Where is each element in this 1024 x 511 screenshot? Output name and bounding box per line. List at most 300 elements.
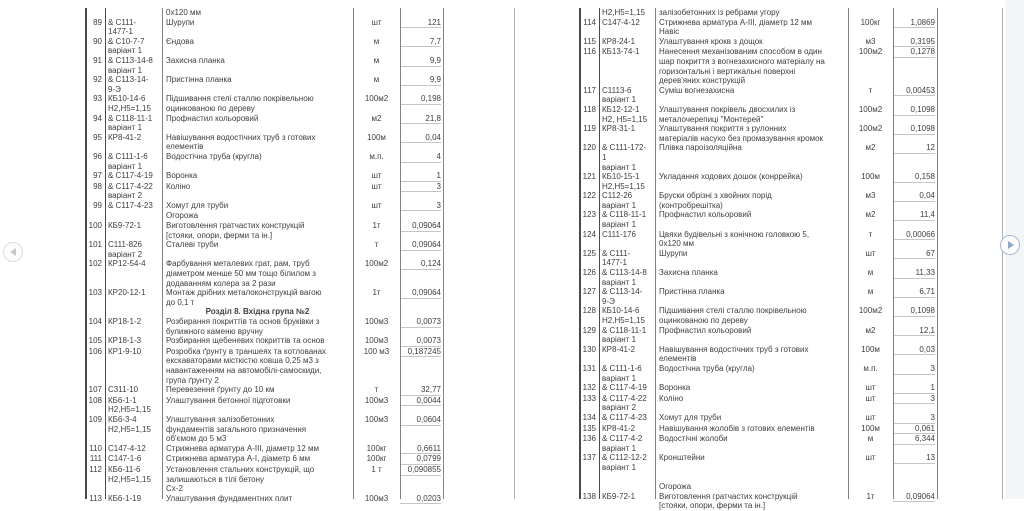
table-cell: м2 bbox=[865, 143, 876, 153]
table-row bbox=[579, 383, 1003, 394]
table-cell: 1 bbox=[400, 171, 443, 182]
table-row bbox=[579, 364, 1003, 383]
table-cell: 136 bbox=[582, 434, 596, 444]
table-row bbox=[579, 47, 1003, 85]
table-row bbox=[579, 210, 1003, 229]
table-cell: 0,0799 bbox=[400, 454, 443, 465]
table-cell bbox=[443, 133, 515, 152]
table-row bbox=[579, 434, 1003, 453]
table-cell bbox=[443, 211, 515, 221]
table-cell: т bbox=[374, 240, 379, 250]
table-cell: & С117-4-22 варіант 2 bbox=[602, 393, 647, 413]
table-cell bbox=[937, 8, 1003, 18]
table-row bbox=[579, 18, 1003, 37]
table-cell: 121 bbox=[400, 18, 443, 37]
table-cell bbox=[443, 94, 515, 113]
table-cell: КБ6-1-1 H2,H5=1,15 bbox=[108, 395, 151, 415]
table-cell: & С113-14-8 варіант 1 bbox=[108, 55, 153, 75]
table-cell: м bbox=[373, 55, 380, 65]
table-cell: 0,198 bbox=[400, 94, 443, 113]
table-cell: 100м3 bbox=[364, 317, 389, 326]
table-cell: Підшивання стелі сталлю покрівельною оцинкованою по дереву bbox=[659, 306, 807, 325]
table-cell: Воронка bbox=[166, 171, 198, 181]
table-cell: 1 т bbox=[371, 464, 382, 474]
table-cell: & С117-4-23 bbox=[108, 200, 153, 210]
table-row bbox=[85, 288, 515, 307]
table-cell: Профнастил кольоровий bbox=[166, 113, 259, 123]
table-row bbox=[579, 306, 1003, 325]
table-cell: 120 bbox=[582, 143, 596, 153]
table-cell bbox=[937, 86, 1003, 105]
table-cell bbox=[937, 383, 1003, 394]
table-cell: 135 bbox=[582, 423, 596, 433]
table-cell: Плівка пароізоляційна bbox=[659, 143, 742, 153]
table-cell: 0,09064 bbox=[400, 240, 443, 259]
table-cell: & С117-4-23 bbox=[602, 412, 647, 422]
table-row bbox=[579, 453, 1003, 472]
chevron-left-icon bbox=[10, 248, 16, 256]
table-cell: 92 bbox=[93, 75, 102, 85]
table-row bbox=[85, 221, 515, 240]
table-row bbox=[85, 307, 515, 317]
table-cell: 3 bbox=[893, 394, 937, 413]
table-cell bbox=[937, 364, 1003, 383]
table-cell: КБ6-11-6 H2,H5=1,15 bbox=[108, 464, 151, 484]
table-cell: КБ9-72-1 bbox=[108, 221, 142, 231]
table-cell: 132 bbox=[582, 383, 596, 393]
table-cell: 1,0869 bbox=[893, 18, 937, 37]
table-cell: & С117-4-19 bbox=[108, 171, 153, 181]
prev-page-button[interactable] bbox=[3, 242, 23, 262]
table-row bbox=[85, 336, 515, 347]
table-cell: Виготовлення гратчастих конструкцій [стояки, опори, ферми та ін.] bbox=[659, 491, 798, 511]
table-cell: Сталеві труби bbox=[166, 240, 219, 250]
table-cell: КР8-24-1 bbox=[602, 36, 636, 46]
table-cell: Розділ 8. Вхідна група №2 bbox=[205, 307, 310, 317]
table-cell: Фарбування металевих грат, рам, труб діаметром менше 50 мм тощо білилом з додаванням колера за 2 рази bbox=[166, 259, 316, 288]
table-cell bbox=[937, 287, 1003, 306]
table-cell: м.п. bbox=[369, 151, 384, 161]
table-cell: 12,1 bbox=[893, 326, 937, 345]
table-cell: Монтаж дрібних металоконструкцій вагою до 0,1 т bbox=[166, 288, 322, 307]
table-cell: 0,061 bbox=[893, 424, 937, 435]
table-cell bbox=[443, 8, 515, 18]
estimate-right-rows bbox=[579, 8, 1003, 511]
table-cell: Улаштування покрівель двосхилих із металочерепиці "Монтерей" bbox=[659, 104, 796, 124]
table-cell bbox=[937, 434, 1003, 453]
table-cell: м bbox=[867, 287, 874, 297]
table-cell: шт bbox=[865, 248, 876, 258]
table-cell: шт bbox=[865, 453, 876, 463]
table-cell: 137 bbox=[582, 453, 596, 463]
table-cell bbox=[353, 211, 400, 221]
table-cell: Шурупи bbox=[659, 248, 688, 258]
table-cell: H2,H5=1,15 bbox=[602, 8, 645, 17]
table-cell: м2 bbox=[865, 325, 876, 335]
table-cell: т bbox=[868, 85, 873, 95]
table-cell: Пристінна планка bbox=[166, 75, 232, 85]
table-cell: 110 bbox=[89, 443, 102, 453]
table-cell: & С111-172- 1 варіант 1 bbox=[602, 143, 647, 172]
table-row bbox=[85, 133, 515, 152]
table-cell: 100м2 bbox=[858, 47, 883, 57]
table-cell: 11,4 bbox=[893, 210, 937, 229]
table-cell: С1113-6 варіант 1 bbox=[602, 85, 637, 105]
table-cell: Захисна планка bbox=[659, 268, 718, 278]
table-cell bbox=[443, 307, 515, 317]
table-cell bbox=[937, 453, 1003, 472]
table-cell: Улаштування фундаментних плит bbox=[166, 493, 293, 503]
table-cell: 101 bbox=[88, 240, 102, 250]
table-cell: С147-1-6 bbox=[108, 454, 142, 464]
table-cell: & С118-11-1 варіант 1 bbox=[108, 113, 153, 133]
estimate-left-rows bbox=[85, 8, 515, 504]
table-cell bbox=[937, 18, 1003, 37]
table-cell bbox=[105, 8, 162, 18]
table-cell: 100м bbox=[861, 423, 880, 433]
table-cell: 119 bbox=[583, 124, 596, 134]
table-cell: 100м3 bbox=[364, 493, 389, 503]
table-cell: 100м bbox=[861, 172, 880, 182]
table-cell: КБ6-1-19 bbox=[108, 493, 142, 503]
table-cell: КР8-41-2 bbox=[602, 344, 636, 354]
table-cell: Коліно bbox=[166, 181, 191, 191]
table-cell bbox=[937, 473, 1003, 483]
table-cell: & С117-4-22 варіант 2 bbox=[108, 181, 153, 201]
table-cell bbox=[85, 211, 105, 221]
table-cell: 99 bbox=[93, 200, 102, 210]
table-cell: 103 bbox=[88, 288, 102, 298]
table-cell: м bbox=[373, 75, 380, 85]
table-cell: 3 bbox=[893, 364, 937, 383]
table-cell: Пристінна планка bbox=[659, 287, 725, 297]
table-cell: КБ9-72-1 bbox=[602, 491, 636, 501]
table-cell bbox=[655, 473, 848, 483]
table-cell: С111-176 bbox=[602, 229, 636, 239]
table-cell bbox=[937, 306, 1003, 325]
table-cell: Стрижнева арматура А-III, діаметр 12 мм Навіс bbox=[659, 17, 813, 37]
table-cell: & С113-14- 9-Э bbox=[602, 287, 643, 306]
table-row bbox=[85, 259, 515, 288]
table-cell: 0,1098 bbox=[893, 105, 937, 124]
table-cell: 32,77 bbox=[400, 385, 443, 396]
table-row bbox=[579, 413, 1003, 424]
table-row bbox=[85, 240, 515, 259]
table-cell: 133 bbox=[582, 393, 596, 403]
table-cell: 97 bbox=[93, 171, 102, 181]
table-row bbox=[85, 152, 515, 171]
table-cell: м2 bbox=[371, 113, 382, 123]
table-cell bbox=[443, 259, 515, 288]
table-cell: 118 bbox=[583, 104, 596, 114]
table-row bbox=[85, 18, 515, 37]
table-cell: 89 bbox=[93, 17, 102, 27]
table-cell: 100м2 bbox=[364, 94, 389, 104]
table-cell: 111 bbox=[89, 454, 102, 464]
table-row bbox=[579, 143, 1003, 172]
table-cell: 9,9 bbox=[400, 56, 443, 75]
table-cell: 11,33 bbox=[893, 268, 937, 287]
table-cell: Улаштування крокв з дощок bbox=[659, 36, 763, 46]
table-grid-line bbox=[893, 8, 894, 499]
table-cell: КР18-1-2 bbox=[108, 317, 142, 326]
table-cell: Кронштейни bbox=[659, 453, 705, 463]
table-cell: Перевезення ґрунту до 10 км bbox=[166, 385, 275, 395]
table-cell: м bbox=[373, 36, 380, 46]
table-cell bbox=[937, 249, 1003, 268]
table-cell: 90 bbox=[93, 36, 102, 46]
table-row bbox=[85, 444, 515, 455]
table-cell: 121 bbox=[582, 172, 596, 182]
table-cell: 0,03 bbox=[893, 345, 937, 364]
table-cell: & С111-1-6 варіант 1 bbox=[602, 363, 642, 383]
next-page-button[interactable] bbox=[1000, 235, 1020, 255]
table-cell: 117 bbox=[583, 85, 596, 95]
table-cell: 126 bbox=[582, 268, 596, 278]
table-cell bbox=[599, 473, 655, 483]
table-cell bbox=[937, 326, 1003, 345]
table-cell bbox=[443, 415, 515, 444]
table-cell: 0,0073 bbox=[400, 317, 443, 336]
table-cell bbox=[937, 482, 1003, 492]
table-cell bbox=[937, 230, 1003, 249]
table-cell: 12 bbox=[893, 143, 937, 172]
table-grid-line bbox=[400, 8, 401, 499]
table-cell: 108 bbox=[88, 395, 102, 405]
table-cell: КР8-41-2 bbox=[602, 423, 636, 433]
table-row bbox=[85, 114, 515, 133]
table-cell: КБ13-74-1 bbox=[602, 47, 640, 57]
table-cell: & С113-14-8 варіант 1 bbox=[602, 268, 647, 287]
table-cell bbox=[443, 240, 515, 259]
table-cell: 21,8 bbox=[400, 114, 443, 133]
table-cell: & С111-1-6 варіант 1 bbox=[108, 151, 148, 171]
table-row bbox=[579, 492, 1003, 511]
table-cell bbox=[443, 114, 515, 133]
table-row bbox=[579, 172, 1003, 191]
table-cell bbox=[937, 345, 1003, 364]
table-cell bbox=[937, 105, 1003, 124]
table-cell: 127 bbox=[582, 287, 596, 297]
table-cell: 9,9 bbox=[400, 75, 443, 94]
table-cell: 0,124 bbox=[400, 259, 443, 288]
table-row bbox=[579, 394, 1003, 413]
table-row bbox=[579, 37, 1003, 48]
table-cell: КР8-41-2 bbox=[108, 132, 142, 142]
table-grid-line bbox=[353, 8, 354, 499]
table-cell: Воронка bbox=[659, 383, 691, 393]
table-cell bbox=[443, 182, 515, 201]
table-cell: 0,1098 bbox=[893, 306, 937, 325]
table-grid-line bbox=[937, 8, 938, 499]
table-cell: 100кг bbox=[860, 17, 881, 27]
table-cell: Нанесення механізованим способом в один шар покриття з вогнезахисного матеріалу на горизонтальні і вертикальні поверхні дерев'яних конструкцій bbox=[659, 47, 825, 86]
table-row bbox=[85, 182, 515, 201]
table-cell bbox=[599, 482, 655, 492]
table-cell: 0,09064 bbox=[400, 221, 443, 240]
table-row bbox=[579, 287, 1003, 306]
table-cell: Навішування жолобів з готових елементів bbox=[659, 423, 815, 433]
table-cell: 100м2 bbox=[858, 124, 883, 134]
table-cell: Цвяхи будівельні з конічною головкою 5, 0x120 мм bbox=[659, 229, 810, 249]
table-cell: 94 bbox=[93, 113, 102, 123]
table-cell: Стрижнева арматура А-III, діаметр 12 мм bbox=[166, 443, 320, 453]
table-cell: 95 bbox=[93, 132, 102, 142]
table-row bbox=[579, 86, 1003, 105]
table-cell: 114 bbox=[583, 17, 596, 27]
table-cell bbox=[893, 473, 937, 483]
table-cell bbox=[105, 211, 162, 221]
table-cell: 100м2 bbox=[364, 259, 389, 269]
table-row bbox=[579, 482, 1003, 492]
table-grid-line bbox=[579, 8, 581, 499]
table-cell: 7,7 bbox=[400, 37, 443, 56]
table-cell: Огорожа bbox=[659, 482, 692, 492]
table-cell: & С111- 1477-1 bbox=[602, 248, 631, 268]
table-cell: 125 bbox=[582, 248, 596, 258]
table-cell: & С111- 1477-1 bbox=[108, 17, 137, 37]
table-cell bbox=[937, 413, 1003, 424]
table-cell: Захисна планка bbox=[166, 55, 225, 65]
table-cell: 113 bbox=[89, 493, 102, 503]
table-row bbox=[579, 268, 1003, 287]
table-cell: м3 bbox=[865, 191, 876, 201]
table-row bbox=[579, 191, 1003, 210]
table-cell bbox=[443, 56, 515, 75]
table-cell: 4 bbox=[400, 152, 443, 171]
table-cell: Хомут для труби bbox=[659, 412, 722, 422]
table-cell: КР8-31-1 bbox=[602, 124, 636, 134]
table-cell bbox=[353, 307, 400, 317]
table-cell: С111-826 варіант 2 bbox=[108, 240, 143, 259]
table-cell: 13 bbox=[893, 453, 937, 472]
table-row bbox=[85, 465, 515, 494]
table-cell: & С10-7-7 варіант 1 bbox=[108, 36, 145, 56]
table-cell: 0,0044 bbox=[400, 396, 443, 415]
table-row bbox=[85, 317, 515, 336]
table-cell: С147-4-12 bbox=[602, 17, 640, 27]
table-cell: Улаштування залізобетонних фундаментів загального призначення об'ємом до 5 м3 bbox=[166, 414, 307, 444]
table-cell: Установлення стальних конструкцій, що залишаються в тілі бетону Сх-2 bbox=[166, 464, 315, 494]
table-cell: 91 bbox=[93, 55, 102, 65]
table-cell bbox=[443, 221, 515, 240]
table-cell bbox=[443, 171, 515, 182]
table-grid-line bbox=[599, 8, 600, 499]
table-cell: 1т bbox=[866, 491, 875, 501]
table-cell: Розробка ґрунту в траншеях та котлованах екскаваторами місткістю ковша 0,25 м3 з навантаженням на автомобілі-самоскиди, група ґрунту 2 bbox=[166, 346, 327, 385]
table-cell: 130 bbox=[582, 344, 596, 354]
table-row bbox=[85, 56, 515, 75]
table-cell: 115 bbox=[583, 36, 596, 46]
table-cell: 100м bbox=[367, 132, 386, 142]
table-cell: Хомут для труби bbox=[166, 200, 229, 210]
table-cell bbox=[105, 307, 162, 317]
table-cell bbox=[937, 210, 1003, 229]
table-cell: 100м2 bbox=[858, 306, 883, 316]
table-cell: 67 bbox=[893, 249, 937, 268]
table-cell: 122 bbox=[582, 191, 596, 201]
table-cell bbox=[848, 8, 893, 18]
table-cell bbox=[937, 424, 1003, 435]
table-cell: Навішування водостічних труб з готових елементів bbox=[659, 344, 809, 364]
table-cell: 123 bbox=[582, 210, 596, 220]
table-cell bbox=[937, 47, 1003, 85]
table-cell: 3 bbox=[400, 201, 443, 212]
table-cell: 102 bbox=[88, 259, 102, 269]
table-cell bbox=[937, 37, 1003, 48]
table-cell: Навішування водостічних труб з готових елементів bbox=[166, 132, 316, 152]
table-cell: 3 bbox=[400, 182, 443, 201]
table-cell bbox=[937, 124, 1003, 143]
table-cell: 0,0203 bbox=[400, 494, 443, 505]
table-cell bbox=[443, 288, 515, 307]
table-cell: Коліно bbox=[659, 393, 684, 403]
table-cell: 0,6611 bbox=[400, 444, 443, 455]
table-grid-line bbox=[655, 8, 656, 499]
table-cell: 104 bbox=[88, 317, 102, 326]
table-cell: 124 bbox=[582, 229, 596, 239]
table-row bbox=[579, 124, 1003, 143]
table-row bbox=[85, 396, 515, 415]
table-cell: 109 bbox=[88, 414, 102, 424]
table-cell: 131 bbox=[582, 363, 596, 373]
table-grid-line bbox=[848, 8, 849, 499]
table-cell: 98 bbox=[93, 181, 102, 191]
table-cell: шт bbox=[371, 17, 382, 27]
table-row bbox=[85, 75, 515, 94]
table-cell: 100м2 bbox=[858, 104, 883, 114]
table-cell bbox=[937, 268, 1003, 287]
table-cell: С112-26 варіант 1 bbox=[602, 191, 637, 210]
table-cell: & С118-11-1 варіант 1 bbox=[602, 210, 647, 230]
table-row bbox=[85, 8, 515, 18]
table-cell bbox=[937, 492, 1003, 511]
table-cell bbox=[443, 201, 515, 212]
table-cell: Профнастил кольоровий bbox=[659, 210, 752, 220]
table-cell bbox=[937, 143, 1003, 172]
table-grid-line bbox=[105, 8, 106, 499]
table-cell bbox=[443, 336, 515, 347]
table-cell bbox=[579, 482, 599, 492]
table-row bbox=[85, 454, 515, 465]
table-cell bbox=[443, 444, 515, 455]
table-cell: 6,71 bbox=[893, 287, 937, 306]
table-cell: 100м3 bbox=[364, 414, 389, 424]
table-cell: Укладання ходових дошок (конррейка) bbox=[659, 172, 803, 182]
table-cell: м bbox=[867, 268, 874, 278]
table-cell bbox=[579, 8, 599, 18]
table-cell bbox=[85, 8, 105, 18]
table-cell: & С118-11-1 варіант 1 bbox=[602, 325, 647, 345]
table-cell: Огорожа bbox=[166, 211, 199, 221]
table-grid-line bbox=[85, 8, 87, 499]
table-cell: 100м bbox=[861, 344, 880, 354]
table-cell: 100 bbox=[88, 221, 102, 231]
table-cell: шт bbox=[371, 200, 382, 210]
table-cell: 0,00066 bbox=[893, 230, 937, 249]
table-row bbox=[85, 94, 515, 113]
table-cell: 116 bbox=[583, 47, 596, 57]
table-cell: Стрижнева арматура А-I, діаметр 6 мм bbox=[166, 454, 311, 464]
table-cell: шт bbox=[865, 393, 876, 403]
table-row bbox=[579, 249, 1003, 268]
table-cell: 134 bbox=[582, 412, 596, 422]
table-cell: Бруски обрізні з хвойних порід (контробрешітка) bbox=[659, 191, 772, 210]
table-cell: Розбирання щебеневих покриттів та основ bbox=[166, 336, 325, 346]
table-cell bbox=[893, 482, 937, 492]
table-cell: Водостічна труба (кругла) bbox=[166, 151, 262, 161]
table-cell: 100кг bbox=[366, 454, 387, 464]
